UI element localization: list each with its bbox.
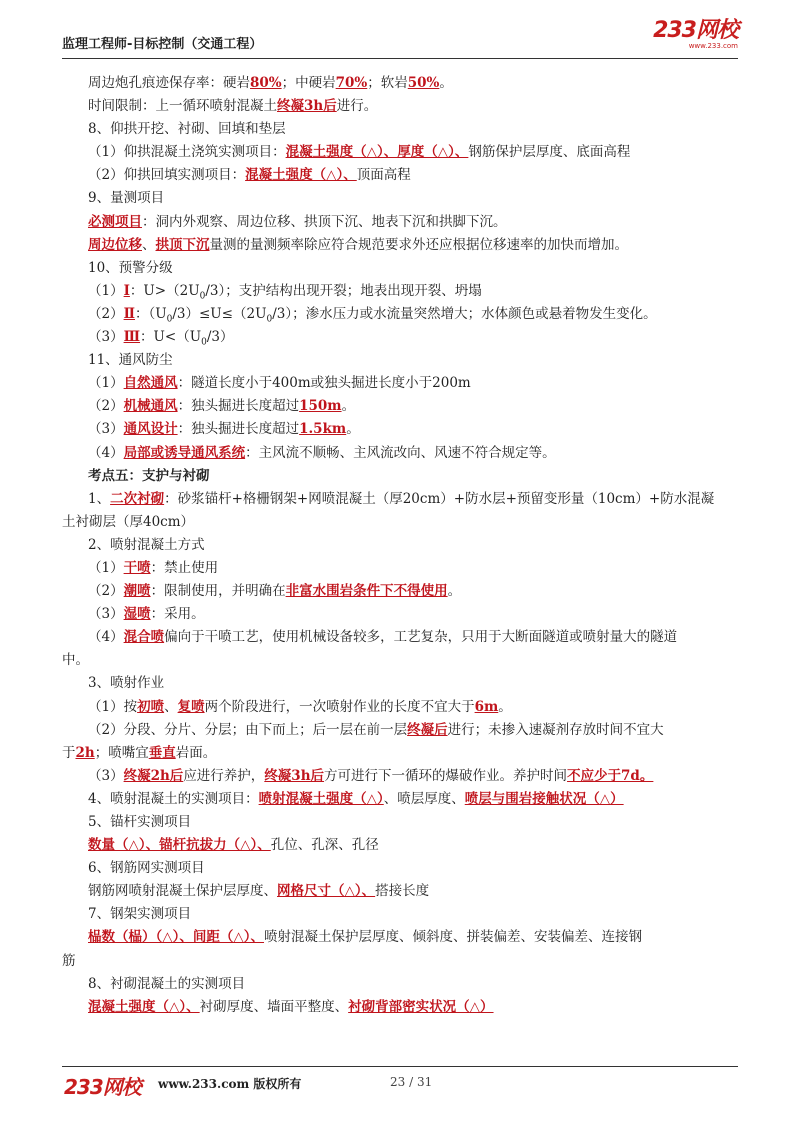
text-segment: /3） [206, 329, 234, 346]
text-segment: （3） [88, 329, 124, 346]
text-line [88, 372, 748, 395]
text-segment: 1、 [88, 490, 111, 507]
text-segment: 8、衬砌混凝土的实测项目 [88, 975, 246, 992]
logo-text: 233网校 [653, 18, 738, 43]
highlighted-text: 局部或诱导通风系统 [123, 444, 246, 461]
text-line [88, 465, 748, 488]
text-line [88, 603, 748, 626]
text-line [88, 534, 748, 557]
text-segment: ；软岩 [367, 75, 408, 91]
subscript: 0 [266, 314, 273, 325]
highlighted-text: 混合喷 [123, 629, 165, 646]
highlighted-text: 终凝后 [407, 721, 448, 738]
text-segment: ：U<（U [140, 329, 202, 346]
text-segment: ：砂浆锚杆+格栅钢架+网喷混凝土（厚20cm）+防水层+预留变形量（10cm）+防水混凝 [164, 490, 715, 507]
text-segment: 应进行养护， [183, 767, 265, 784]
text-segment: 钢筋网喷射混凝土保护层厚度、 [88, 883, 277, 900]
text-line [88, 926, 748, 949]
brand-logo [653, 20, 738, 50]
text-segment: 钢筋保护层厚度、底面高程 [468, 144, 631, 161]
text-line [88, 187, 748, 210]
highlighted-text: 周边位移 [88, 236, 142, 253]
page-footer [62, 1066, 738, 1097]
text-segment: 方可进行下一循环的爆破作业。养护时间 [324, 767, 568, 784]
text-segment: 、 [164, 698, 178, 715]
text-line [88, 973, 748, 996]
text-segment: 3、喷射作业 [88, 675, 165, 692]
text-segment: （2）分段、分片、分层；由下而上；后一层在前一层 [88, 721, 408, 738]
highlighted-text: 潮喷 [123, 583, 151, 600]
text-segment: ：主风流不顺畅、主风流改向、风速不符合规定等。 [245, 444, 556, 461]
text-segment: （4） [88, 444, 124, 461]
text-segment: 。 [498, 698, 512, 715]
text-segment: 孔位、孔深、孔径 [270, 837, 379, 854]
highlighted-text: 干喷 [123, 559, 151, 576]
text-line [88, 442, 748, 465]
text-segment: 、喷层厚度、 [383, 790, 465, 807]
text-line [88, 418, 748, 441]
highlighted-text: 衬砌背部密实状况（△） [348, 998, 494, 1015]
text-segment: （1） [88, 375, 124, 392]
highlighted-text: 喷射混凝土强度（△） [258, 790, 384, 807]
highlighted-text: 混凝土强度（△）、 [245, 167, 357, 184]
highlighted-text: 混凝土强度（△）、 [88, 998, 200, 1015]
text-line [88, 626, 748, 649]
text-line [62, 649, 748, 672]
highlighted-text: 机械通风 [123, 398, 178, 415]
text-segment: /3）≤U≤（2U [172, 305, 267, 322]
highlighted-text: 湿喷 [123, 606, 151, 623]
text-segment: 中。 [62, 652, 89, 669]
text-segment: ：独头掘进长度超过 [177, 421, 300, 438]
highlighted-text: 70% [335, 75, 368, 91]
text-segment: 。 [346, 421, 360, 438]
text-segment: 喷射混凝土保护层厚度、倾斜度、拼装偏差、安装偏差、连接钢 [264, 929, 643, 946]
text-segment: ：洞内外观察、周边位移、拱顶下沉、地表下沉和拱脚下沉。 [142, 213, 507, 230]
highlighted-text: Ⅲ [123, 329, 141, 346]
text-segment: （2）仰拱回填实测项目： [88, 167, 246, 184]
text-segment: （1）按 [88, 698, 138, 715]
text-line [88, 280, 748, 303]
text-line [88, 765, 748, 788]
text-segment: 筋 [62, 952, 76, 969]
text-segment: 9、量测项目 [88, 190, 165, 207]
text-line [88, 903, 748, 926]
text-segment: 、 [142, 236, 156, 253]
text-segment: ：限制使用，并明确在 [150, 583, 286, 600]
text-segment: 2、喷射混凝土方式 [88, 536, 205, 553]
text-line [88, 788, 748, 811]
text-line [88, 834, 748, 857]
highlighted-text: 复喷 [177, 698, 205, 715]
text-segment: ：U>（2U [129, 282, 200, 299]
text-segment: 周边炮孔痕迹保存率：硬岩 [88, 75, 250, 91]
text-line [88, 488, 748, 511]
text-line [88, 211, 748, 234]
text-segment: 8、仰拱开挖、衬砌、回填和垫层 [88, 121, 286, 138]
highlighted-text: 非富水围岩条件下不得使用 [285, 583, 448, 600]
logo-url: www.233.com [688, 42, 738, 50]
text-line [88, 303, 748, 326]
highlighted-text: 2h [75, 744, 95, 761]
text-line [88, 696, 748, 719]
text-line [88, 719, 748, 742]
header-divider [62, 58, 738, 59]
text-segment: 于 [62, 744, 76, 761]
highlighted-text: 不应少于7d。 [567, 767, 654, 784]
subscript: 0 [166, 314, 173, 325]
text-segment: 10、预警分级 [88, 259, 173, 276]
text-segment: 两个阶段进行，一次喷射作业的长度不宜大于 [204, 698, 475, 715]
text-segment: （2） [88, 305, 124, 322]
text-segment: 量测的量测频率除应符合规范要求外还应根据位移速率的加快而增加。 [209, 236, 628, 253]
highlighted-text: 混凝土强度（△）、厚度（△）、 [285, 144, 469, 161]
text-line [88, 857, 748, 880]
text-segment: ：禁止使用 [150, 559, 219, 576]
text-segment: （1）仰拱混凝土浇筑实测项目： [88, 144, 286, 161]
text-segment: 。 [341, 398, 356, 415]
text-line [88, 880, 748, 903]
text-line [88, 234, 748, 257]
highlighted-text: 二次衬砌 [110, 490, 165, 507]
highlighted-text: 50% [407, 75, 440, 91]
text-line [88, 557, 748, 580]
highlighted-text: 通风设计 [123, 421, 178, 438]
text-segment: 进行。 [336, 98, 378, 115]
text-segment: ：采用。 [150, 606, 205, 623]
highlighted-text: 6m [474, 698, 499, 715]
document-body [62, 72, 748, 1019]
text-segment: （1） [88, 559, 124, 576]
text-segment: 土衬砌层（厚40cm） [62, 513, 195, 530]
text-line [88, 395, 748, 418]
text-segment: 5、锚杆实测项目 [88, 814, 192, 830]
highlighted-text: 拱顶下沉 [155, 236, 210, 253]
highlighted-text: 150m [299, 398, 342, 415]
highlighted-text: 终凝3h后 [264, 767, 325, 784]
text-line [88, 141, 748, 164]
text-line [88, 580, 748, 603]
text-line [88, 95, 748, 118]
highlighted-text: 自然通风 [123, 375, 178, 392]
text-segment: ：（U [134, 305, 167, 322]
text-segment: ：隧道长度小于400m或独头掘进长度小于200m [177, 375, 471, 392]
text-line [88, 672, 748, 695]
text-segment: 衬砌厚度、墙面平整度、 [199, 998, 349, 1015]
subscript: 0 [199, 291, 206, 302]
text-segment: 搭接长度 [375, 883, 430, 900]
highlighted-text: 垂直 [148, 744, 176, 761]
text-segment: /3）；渗水压力或水流量突然增大；水体颜色或悬着物发生变化。 [272, 305, 657, 322]
page-header [62, 18, 738, 58]
text-line [88, 164, 748, 187]
page-number: 23 / 31 [390, 1075, 433, 1089]
highlighted-text: 必测项目 [88, 213, 142, 230]
text-line [88, 349, 748, 372]
text-segment: 6、钢筋网实测项目 [88, 860, 205, 877]
text-segment: （2） [88, 398, 124, 415]
text-segment: （1） [88, 282, 124, 299]
text-line [62, 511, 748, 534]
text-segment: （3） [88, 767, 124, 784]
text-segment: 11、通风防尘 [88, 352, 173, 369]
text-line [62, 742, 748, 765]
text-segment: （3） [88, 421, 124, 438]
highlighted-text: Ⅱ [123, 305, 135, 322]
footer-logo: 233网校 [64, 1075, 141, 1099]
text-segment: 4、喷射混凝土的实测项目： [88, 790, 259, 807]
text-segment: 顶面高程 [356, 167, 411, 184]
highlighted-text: 终凝3h后 [277, 98, 337, 115]
highlighted-text: 榀数（榀）（△）、间距（△）、 [88, 929, 265, 946]
highlighted-text: 80% [250, 75, 282, 91]
text-segment: 进行；未掺入速凝剂存放时间不宜大 [447, 721, 664, 738]
text-segment: 考点五：支护与衬砌 [88, 467, 210, 484]
text-segment: （3） [88, 606, 124, 623]
text-line [88, 257, 748, 280]
highlighted-text: 1.5km [299, 421, 347, 438]
highlighted-text: 网格尺寸（△）、 [277, 883, 376, 900]
text-segment: 7、钢架实测项目 [88, 906, 192, 923]
document-title: 监理工程师-目标控制（交通工程） [62, 37, 263, 52]
text-segment: 。 [447, 583, 462, 600]
text-segment: （4） [88, 629, 124, 646]
text-line [62, 950, 748, 973]
text-segment: ：独头掘进长度超过 [177, 398, 300, 415]
text-segment: ；喷嘴宜 [94, 744, 149, 761]
highlighted-text: 数量（△）、锚杆抗拔力（△）、 [88, 837, 271, 854]
text-line [88, 326, 748, 349]
text-segment: 岩面。 [175, 744, 217, 761]
highlighted-text: 初喷 [137, 698, 165, 715]
subscript: 0 [201, 337, 207, 348]
highlighted-text: Ⅰ [123, 282, 130, 299]
footer-copyright: www.233.com 版权所有 [158, 1077, 302, 1091]
text-line [88, 118, 748, 141]
text-segment: /3）；支护结构出现开裂；地表出现开裂、坍塌 [205, 282, 482, 299]
text-segment: 偏向于干喷工艺，使用机械设备较多，工艺复杂，只用于大断面隧道或喷射量大的隧道 [164, 629, 678, 646]
highlighted-text: 喷层与围岩接触状况（△） [464, 790, 624, 807]
text-segment: ；中硬岩 [281, 75, 336, 91]
text-line [88, 811, 748, 834]
text-line [88, 996, 748, 1019]
text-segment: 时间限制：上一循环喷射混凝土 [88, 98, 277, 115]
text-line [88, 72, 748, 95]
text-segment: （2） [88, 583, 124, 600]
text-segment: 。 [439, 75, 453, 91]
highlighted-text: 终凝2h后 [123, 767, 184, 784]
